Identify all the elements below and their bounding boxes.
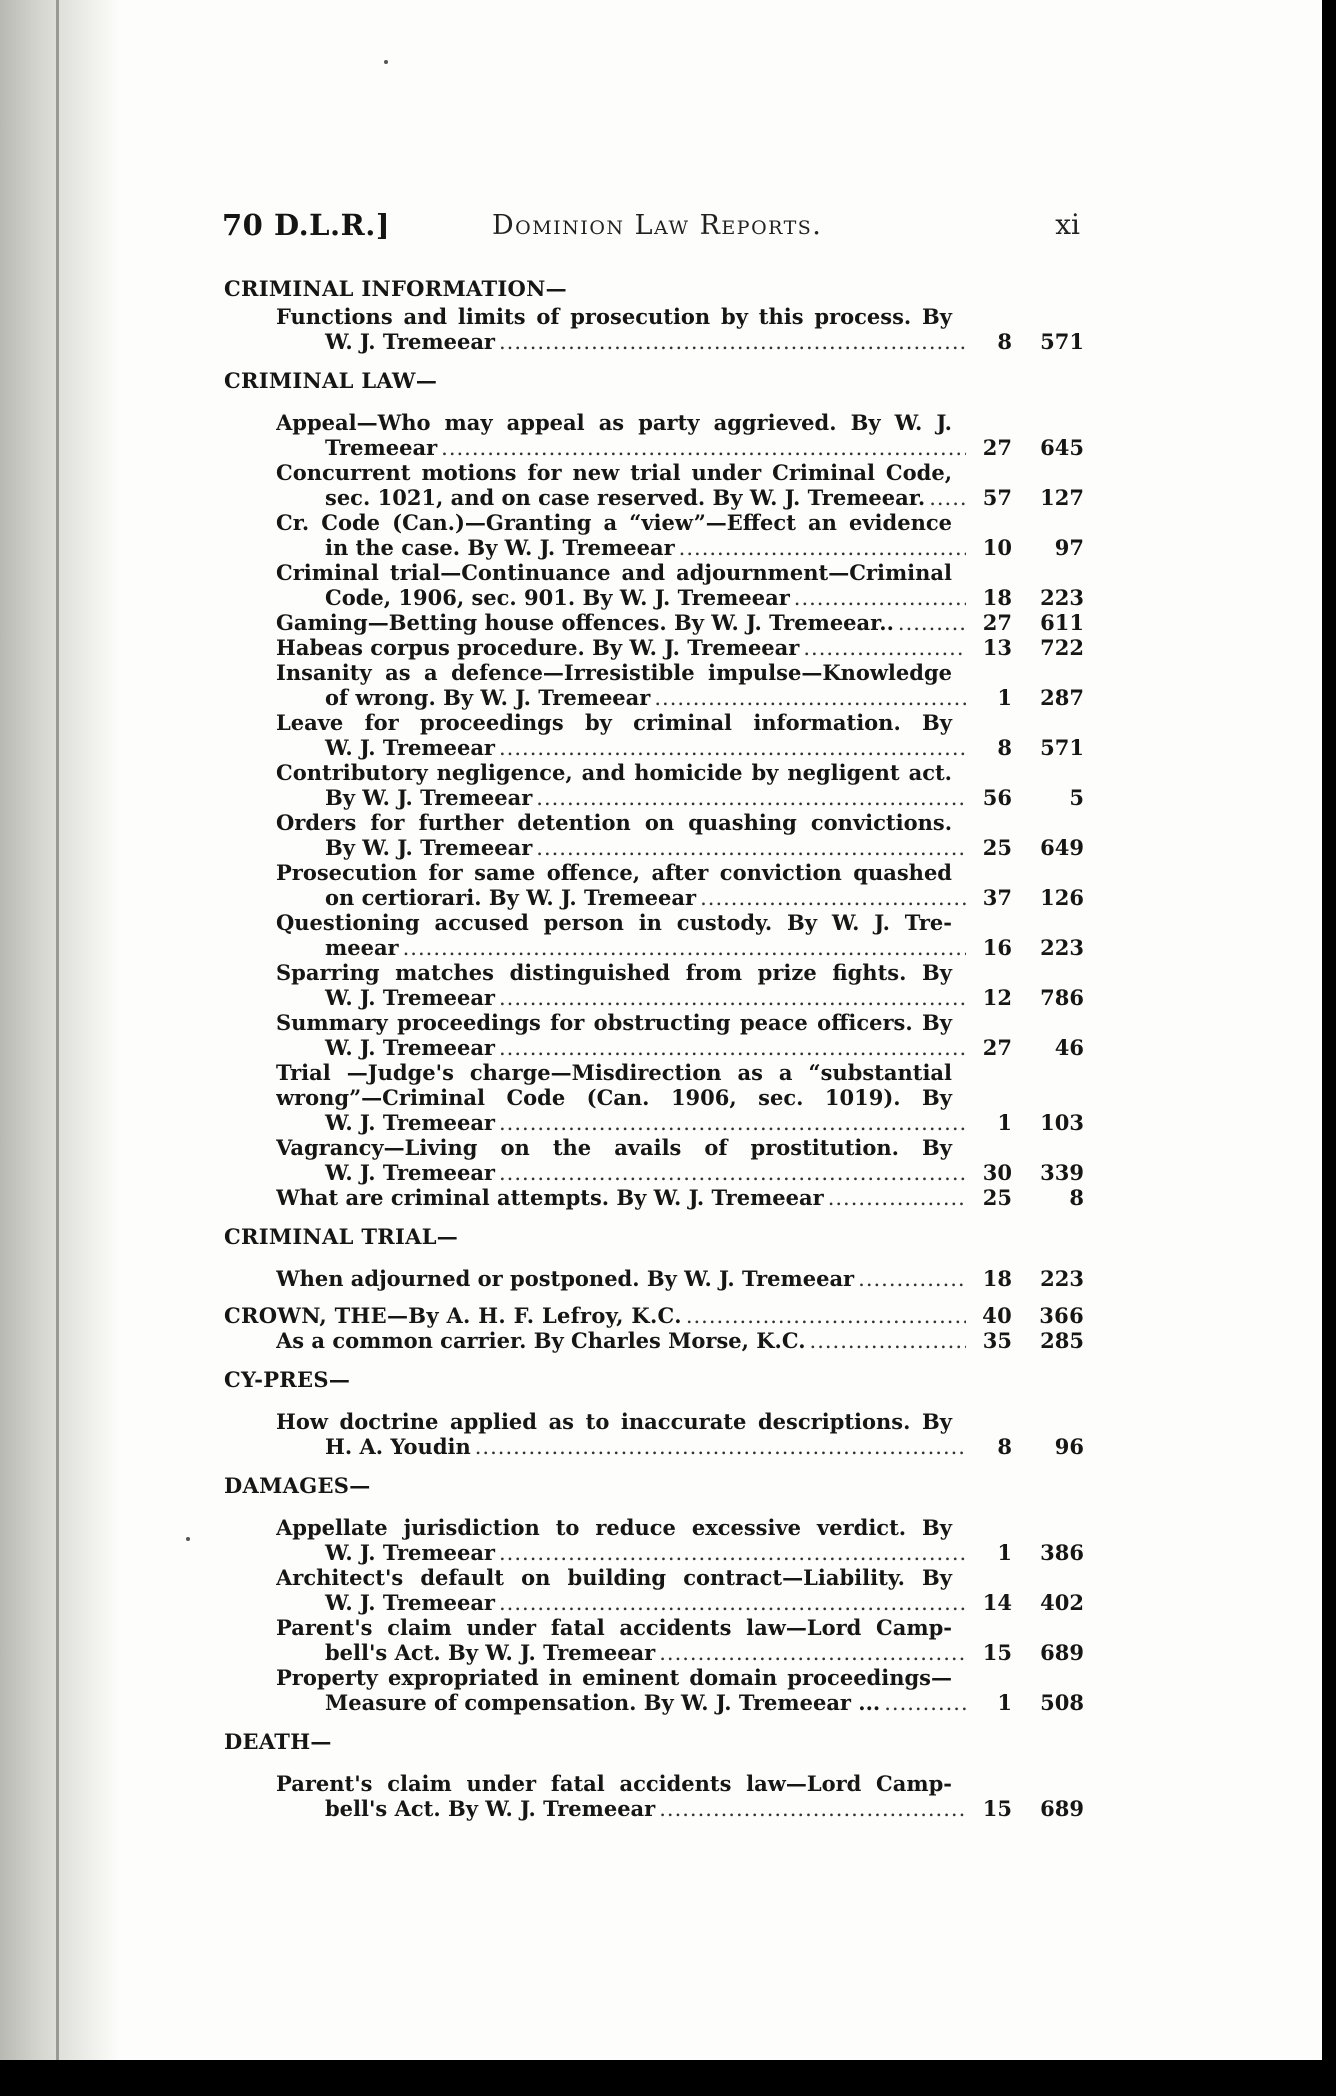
entry-subject-line: Sparring matches distinguished from prize fights. By: [276, 960, 952, 985]
entry-subject-line: Contributory negligence, and homicide by negligent act.: [276, 760, 952, 785]
entry-reference-line: [276, 885, 1084, 910]
entry-page: 223: [1040, 935, 1084, 960]
entry-author-text: of wrong. By W. J. Tremeear: [325, 685, 651, 710]
dot-leader: [499, 736, 966, 760]
entry-author-text: What are criminal attempts. By W. J. Tremeear: [276, 1185, 824, 1210]
scan-speck: [186, 1537, 190, 1541]
entry-page: 508: [1040, 1690, 1084, 1715]
dot-leader: [499, 1591, 966, 1615]
entry-page: 103: [1040, 1110, 1084, 1135]
entry-page: 786: [1040, 985, 1084, 1010]
entry-author-text: W. J. Tremeear: [325, 1035, 495, 1060]
header-page-number: xi: [1055, 208, 1080, 241]
entry-page: 689: [1040, 1796, 1084, 1821]
entry-subject-line: Property expropriated in eminent domain proceedings—: [276, 1665, 952, 1690]
entry-author-text: sec. 1021, and on case reserved. By W. J. Tremeear.: [325, 485, 926, 510]
entry-subject-line: Insanity as a defence—Irresistible impulse—Knowledge: [276, 660, 952, 685]
entry-reference-line: [276, 485, 1084, 510]
index-entry: [276, 1665, 1084, 1715]
entry-author-text: in the case. By W. J. Tremeear: [325, 535, 675, 560]
entry-subject-line: Vagrancy—Living on the avails of prostitution. By: [276, 1135, 952, 1160]
dot-leader: [499, 986, 966, 1010]
header-title: Dominion Law Reports.: [492, 210, 823, 241]
section-heading: CRIMINAL LAW—: [224, 368, 438, 393]
index-entry: [276, 460, 1084, 510]
dot-leader: [475, 1435, 966, 1459]
entry-author-text: By W. J. Tremeear: [325, 785, 533, 810]
dot-leader: [858, 1267, 966, 1291]
index-entry: [276, 960, 1084, 1010]
entry-author-text: W. J. Tremeear: [325, 1590, 495, 1615]
entry-subject-line: Appellate jurisdiction to reduce excessive verdict. By: [276, 1515, 952, 1540]
entry-volume: 1: [997, 1540, 1012, 1565]
entry-author-text: By W. J. Tremeear: [325, 835, 533, 860]
index-entry: [276, 710, 1084, 760]
dot-leader: [499, 1036, 966, 1060]
dot-leader: [536, 786, 966, 810]
entry-reference-line: [276, 685, 1084, 710]
index-entry: [276, 1266, 1084, 1291]
entry-page: 287: [1040, 685, 1084, 710]
binding-edge: [56, 0, 59, 2060]
entry-author-text: bell's Act. By W. J. Tremeear: [325, 1640, 656, 1665]
index-entry: [276, 1771, 1084, 1821]
index-entry: [276, 1515, 1084, 1565]
entry-volume: 14: [982, 1590, 1012, 1615]
entry-reference-line: [276, 329, 1084, 354]
entry-page: 5: [1069, 785, 1084, 810]
entry-volume: 25: [982, 835, 1012, 860]
entry-reference-line: [276, 985, 1084, 1010]
entry-page: 285: [1040, 1328, 1084, 1353]
index-entry: [276, 660, 1084, 710]
entry-reference-line: [276, 585, 1084, 610]
entry-subject-line: Orders for further detention on quashing convictions.: [276, 810, 952, 835]
entry-page: 611: [1040, 610, 1084, 635]
entry-author-text: Measure of compensation. By W. J. Tremeear ...: [325, 1690, 881, 1715]
dot-leader: [441, 436, 966, 460]
entry-page: 339: [1040, 1160, 1084, 1185]
entry-author-text: CROWN, THE—By A. H. F. Lefroy, K.C.: [224, 1303, 682, 1328]
entry-volume: 1: [997, 1690, 1012, 1715]
entry-author-text: W. J. Tremeear: [325, 985, 495, 1010]
index-entry: [276, 760, 1084, 810]
entry-author-text: Habeas corpus procedure. By W. J. Tremeear: [276, 635, 800, 660]
index-entry: [276, 635, 1084, 660]
entry-author-text: When adjourned or postponed. By W. J. Tremeear: [276, 1266, 855, 1291]
index-entry: [276, 560, 1084, 610]
entry-subject-line: Functions and limits of prosecution by this process. By: [276, 304, 952, 329]
entry-reference-line: [276, 1434, 1084, 1459]
entry-author-text: H. A. Youdin: [325, 1434, 471, 1459]
entry-reference-line: [276, 1796, 1084, 1821]
entry-volume: 8: [997, 1434, 1012, 1459]
entry-reference-line: [276, 610, 1084, 635]
entry-subject-line: Criminal trial—Continuance and adjournment—Criminal: [276, 560, 952, 585]
entry-page: 689: [1040, 1640, 1084, 1665]
dot-leader: [810, 1329, 966, 1353]
entry-reference-line: [276, 935, 1084, 960]
header-volume: 70 D.L.R.]: [222, 208, 391, 242]
entry-volume: 18: [982, 1266, 1012, 1291]
entry-author-text: Code, 1906, sec. 901. By W. J. Tremeear: [325, 585, 790, 610]
index-entry: [276, 1135, 1084, 1185]
entry-author-text: W. J. Tremeear: [325, 329, 495, 354]
index-entry: [276, 910, 1084, 960]
entry-volume: 15: [982, 1796, 1012, 1821]
entry-volume: 56: [982, 785, 1012, 810]
entry-volume: 1: [997, 685, 1012, 710]
entry-reference-line: [276, 785, 1084, 810]
entry-reference-line: [276, 1690, 1084, 1715]
dot-leader: [700, 886, 966, 910]
section-heading: DAMAGES—: [224, 1473, 371, 1498]
entry-volume: 18: [982, 585, 1012, 610]
entry-page: 366: [1039, 1303, 1084, 1328]
scan-speck: [384, 60, 388, 64]
dot-leader: [794, 586, 966, 610]
index-entry: [276, 510, 1084, 560]
entry-subject-line: Parent's claim under fatal accidents law—Lord Camp-: [276, 1771, 952, 1796]
index-entry: [276, 1010, 1084, 1060]
entry-subject-line: Concurrent motions for new trial under Criminal Code,: [276, 460, 952, 485]
entry-author-text: Gaming—Betting house offences. By W. J. Tremeear..: [276, 610, 894, 635]
entry-subject-line: Leave for proceedings by criminal information. By: [276, 710, 952, 735]
dot-leader: [929, 486, 966, 510]
entry-volume: 27: [982, 1035, 1012, 1060]
entry-page: 97: [1054, 535, 1084, 560]
entry-volume: 8: [997, 329, 1012, 354]
index-entry: [276, 1060, 1084, 1135]
entry-page: 223: [1040, 585, 1084, 610]
entry-volume: 25: [982, 1185, 1012, 1210]
dot-leader: [499, 330, 966, 354]
entry-author-text: As a common carrier. By Charles Morse, K.C.: [276, 1328, 806, 1353]
index-entry: [276, 1615, 1084, 1665]
section-heading: CY-PRES—: [224, 1367, 351, 1392]
entry-subject-line: wrong”—Criminal Code (Can. 1906, sec. 1019). By: [276, 1085, 952, 1110]
dot-leader: [499, 1111, 966, 1135]
entry-volume: 15: [982, 1640, 1012, 1665]
index-entry: [276, 1185, 1084, 1210]
dot-leader: [654, 686, 966, 710]
entry-page: 722: [1040, 635, 1084, 660]
entry-subject-line: Appeal—Who may appeal as party aggrieved. By W. J.: [276, 410, 952, 435]
entry-reference-line: [276, 1640, 1084, 1665]
entry-reference-line: [276, 1160, 1084, 1185]
entry-volume: 13: [982, 635, 1012, 660]
entry-page: 645: [1040, 435, 1084, 460]
entry-subject-line: Architect's default on building contract—Liability. By: [276, 1565, 952, 1590]
dot-leader: [803, 636, 966, 660]
section-heading: DEATH—: [224, 1729, 332, 1754]
entry-volume: 12: [982, 985, 1012, 1010]
entry-volume: 27: [982, 435, 1012, 460]
entry-subject-line: Cr. Code (Can.)—Granting a “view”—Effect an evidence: [276, 510, 952, 535]
section-heading-entry: [224, 1303, 1084, 1328]
entry-author-text: W. J. Tremeear: [325, 735, 495, 760]
section-heading: CRIMINAL TRIAL—: [224, 1224, 459, 1249]
index-entry: [276, 860, 1084, 910]
entry-subject-line: How doctrine applied as to inaccurate descriptions. By: [276, 1409, 952, 1434]
index-entry: [276, 610, 1084, 635]
entry-volume: 35: [982, 1328, 1012, 1353]
index-entry: [276, 304, 1084, 354]
entry-page: 571: [1040, 329, 1084, 354]
entry-page: 571: [1040, 735, 1084, 760]
section-heading: CRIMINAL INFORMATION—: [224, 276, 567, 301]
entry-volume: 37: [982, 885, 1012, 910]
dot-leader: [659, 1797, 966, 1821]
entry-reference-line: [276, 1328, 1084, 1353]
entry-volume: 10: [982, 535, 1012, 560]
entry-volume: 27: [982, 610, 1012, 635]
entry-page: 46: [1054, 1035, 1084, 1060]
entry-author-text: bell's Act. By W. J. Tremeear: [325, 1796, 656, 1821]
entry-reference-line: [276, 435, 1084, 460]
index-content: [224, 274, 1084, 1821]
entry-page: 8: [1069, 1185, 1084, 1210]
entry-author-text: meear: [325, 935, 399, 960]
index-entry: [276, 1409, 1084, 1459]
entry-page: 386: [1040, 1540, 1084, 1565]
index-entry: [276, 1328, 1084, 1353]
entry-volume: 1: [997, 1110, 1012, 1135]
page-binding-shadow: [0, 0, 120, 2060]
entry-reference-line: [276, 1540, 1084, 1565]
dot-leader: [679, 536, 966, 560]
entry-author-text: on certiorari. By W. J. Tremeear: [325, 885, 697, 910]
dot-leader: [403, 936, 966, 960]
dot-leader: [499, 1541, 966, 1565]
dot-leader: [536, 836, 966, 860]
entry-page: 127: [1040, 485, 1084, 510]
entry-subject-line: Prosecution for same offence, after conviction quashed: [276, 860, 952, 885]
entry-reference-line: [276, 1110, 1084, 1135]
dot-leader: [499, 1161, 966, 1185]
entry-subject-line: Questioning accused person in custody. By W. J. Tre-: [276, 910, 952, 935]
entry-page: 96: [1054, 1434, 1084, 1459]
entry-volume: 8: [997, 735, 1012, 760]
entry-subject-line: Parent's claim under fatal accidents law—Lord Camp-: [276, 1615, 952, 1640]
index-entry: [276, 810, 1084, 860]
entry-subject-line: Summary proceedings for obstructing peace officers. By: [276, 1010, 952, 1035]
dot-leader: [898, 611, 966, 635]
entry-reference-line: [276, 835, 1084, 860]
entry-author-text: W. J. Tremeear: [325, 1160, 495, 1185]
entry-volume: 57: [982, 485, 1012, 510]
index-entry: [276, 1565, 1084, 1615]
entry-page: 223: [1040, 1266, 1084, 1291]
entry-reference-line: [276, 1035, 1084, 1060]
entry-page: 402: [1040, 1590, 1084, 1615]
entry-reference-line: [276, 1590, 1084, 1615]
entry-subject-line: Trial —Judge's charge—Misdirection as a “substantial: [276, 1060, 952, 1085]
dot-leader: [828, 1186, 966, 1210]
entry-reference-line: [276, 1266, 1084, 1291]
dot-leader: [659, 1641, 966, 1665]
entry-volume: 40: [982, 1303, 1012, 1328]
running-header: [222, 208, 1080, 252]
dot-leader: [686, 1304, 966, 1328]
dot-leader: [884, 1691, 966, 1715]
entry-volume: 30: [982, 1160, 1012, 1185]
entry-reference-line: [276, 735, 1084, 760]
entry-page: 649: [1040, 835, 1084, 860]
entry-author-text: W. J. Tremeear: [325, 1110, 495, 1135]
index-entry: [276, 410, 1084, 460]
entry-reference-line: [276, 635, 1084, 660]
entry-reference-line: [224, 1303, 1084, 1328]
entry-reference-line: [276, 535, 1084, 560]
entry-author-text: Tremeear: [325, 435, 438, 460]
entry-reference-line: [276, 1185, 1084, 1210]
entry-author-text: W. J. Tremeear: [325, 1540, 495, 1565]
entry-volume: 16: [982, 935, 1012, 960]
entry-page: 126: [1040, 885, 1084, 910]
